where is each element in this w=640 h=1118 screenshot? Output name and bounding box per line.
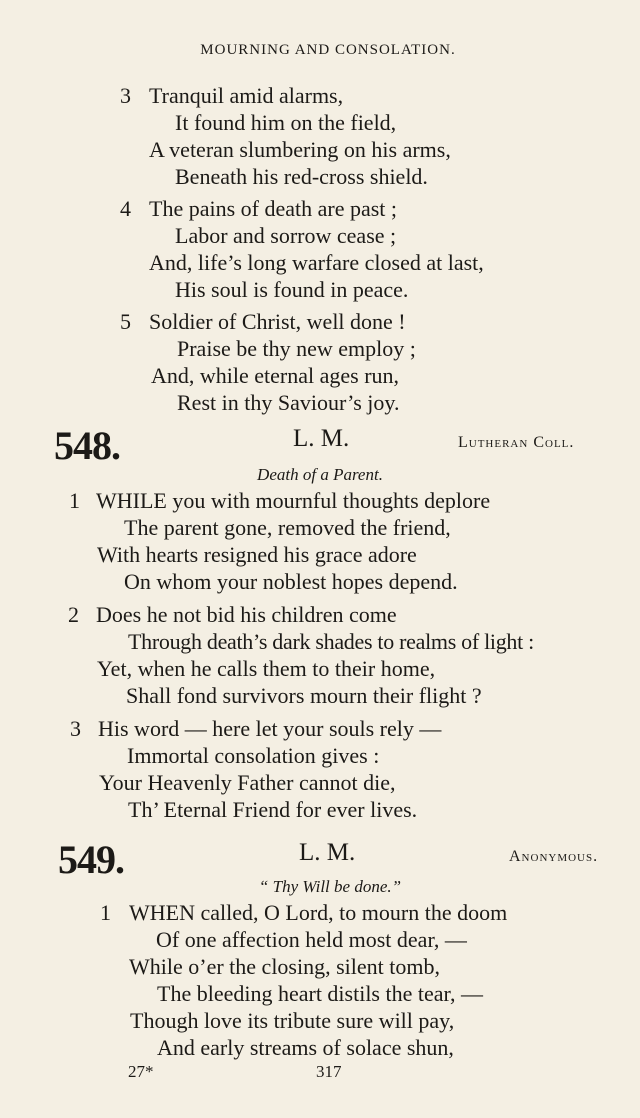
verse-line: Beneath his red-cross shield.	[175, 164, 428, 189]
stanza-number: 5	[120, 309, 131, 334]
verse-line: It found him on the field,	[175, 110, 397, 135]
verse-line: Though love its tribute sure will pay,	[130, 1008, 455, 1033]
verse-line: Labor and sorrow cease ;	[175, 223, 397, 248]
verse-line: The parent gone, removed the friend,	[124, 515, 451, 540]
stanza-548-1	[0, 488, 640, 596]
hymn-meter: L. M.	[299, 839, 356, 866]
verse-line: His soul is found in peace.	[175, 277, 409, 302]
stanza-number: 2	[68, 602, 79, 627]
verse-line: Immortal consolation gives :	[127, 743, 380, 768]
running-header: MOURNING AND CONSOLATION.	[200, 42, 456, 58]
verse-line: And early streams of solace shun,	[157, 1035, 454, 1060]
stanza-548-2	[0, 602, 640, 710]
verse-line: Rest in thy Saviour’s joy.	[177, 390, 400, 415]
verse-line: WHEN called, O Lord, to mourn the doom	[129, 900, 508, 925]
hymn-549-heading	[0, 836, 640, 882]
hymn-subtitle: “ Thy Will be done.”	[258, 877, 402, 896]
verse-line: Th’ Eternal Friend for ever lives.	[128, 797, 418, 822]
hymn-meter: L. M.	[293, 425, 350, 452]
verse-line: Tranquil amid alarms,	[149, 83, 344, 108]
stanza-547-5	[0, 309, 640, 417]
hymn-548-heading	[0, 422, 640, 468]
stanza-number: 1	[100, 900, 111, 925]
verse-line: While o’er the closing, silent tomb,	[129, 954, 440, 979]
verse-line: The bleeding heart distils the tear, —	[157, 981, 483, 1006]
verse-line: WHILE you with mournful thoughts deplore	[96, 488, 491, 513]
signature-mark: 27*	[128, 1062, 154, 1081]
verse-line: Yet, when he calls them to their home,	[97, 656, 436, 681]
hymn-author: Lutheran Coll.	[458, 434, 575, 451]
stanza-number: 1	[69, 488, 80, 513]
stanza-547-3	[0, 83, 640, 191]
stanza-547-4	[0, 196, 640, 304]
verse-line: Praise be thy new employ ;	[177, 336, 416, 361]
hymn-subtitle: Death of a Parent.	[257, 465, 383, 484]
verse-line: And, while eternal ages run,	[151, 363, 400, 388]
verse-line: With hearts resigned his grace adore	[97, 542, 417, 567]
verse-line: And, life’s long warfare closed at last,	[149, 250, 484, 275]
verse-line: Shall fond survivors mourn their flight ?	[126, 683, 482, 708]
page-number: 317	[316, 1062, 342, 1081]
verse-line: On whom your noblest hopes depend.	[124, 569, 458, 594]
hymn-number: 549.	[58, 837, 124, 882]
verse-line: A veteran slumbering on his arms,	[149, 137, 451, 162]
stanza-548-3	[0, 716, 640, 824]
stanza-number: 4	[120, 196, 131, 221]
verse-line: Of one affection held most dear, —	[156, 927, 467, 952]
hymn-number: 548.	[54, 423, 120, 468]
stanza-549-1	[0, 900, 640, 1062]
hymn-author: Anonymous.	[509, 848, 599, 865]
verse-line: The pains of death are past ;	[149, 196, 398, 221]
stanza-number: 3	[70, 716, 81, 741]
verse-line: Through death’s dark shades to realms of light :	[128, 629, 534, 654]
verse-line: Your Heavenly Father cannot die,	[99, 770, 396, 795]
verse-line: His word — here let your souls rely —	[98, 716, 442, 741]
stanza-number: 3	[120, 83, 131, 108]
verse-line: Soldier of Christ, well done !	[149, 309, 406, 334]
verse-line: Does he not bid his children come	[96, 602, 397, 627]
